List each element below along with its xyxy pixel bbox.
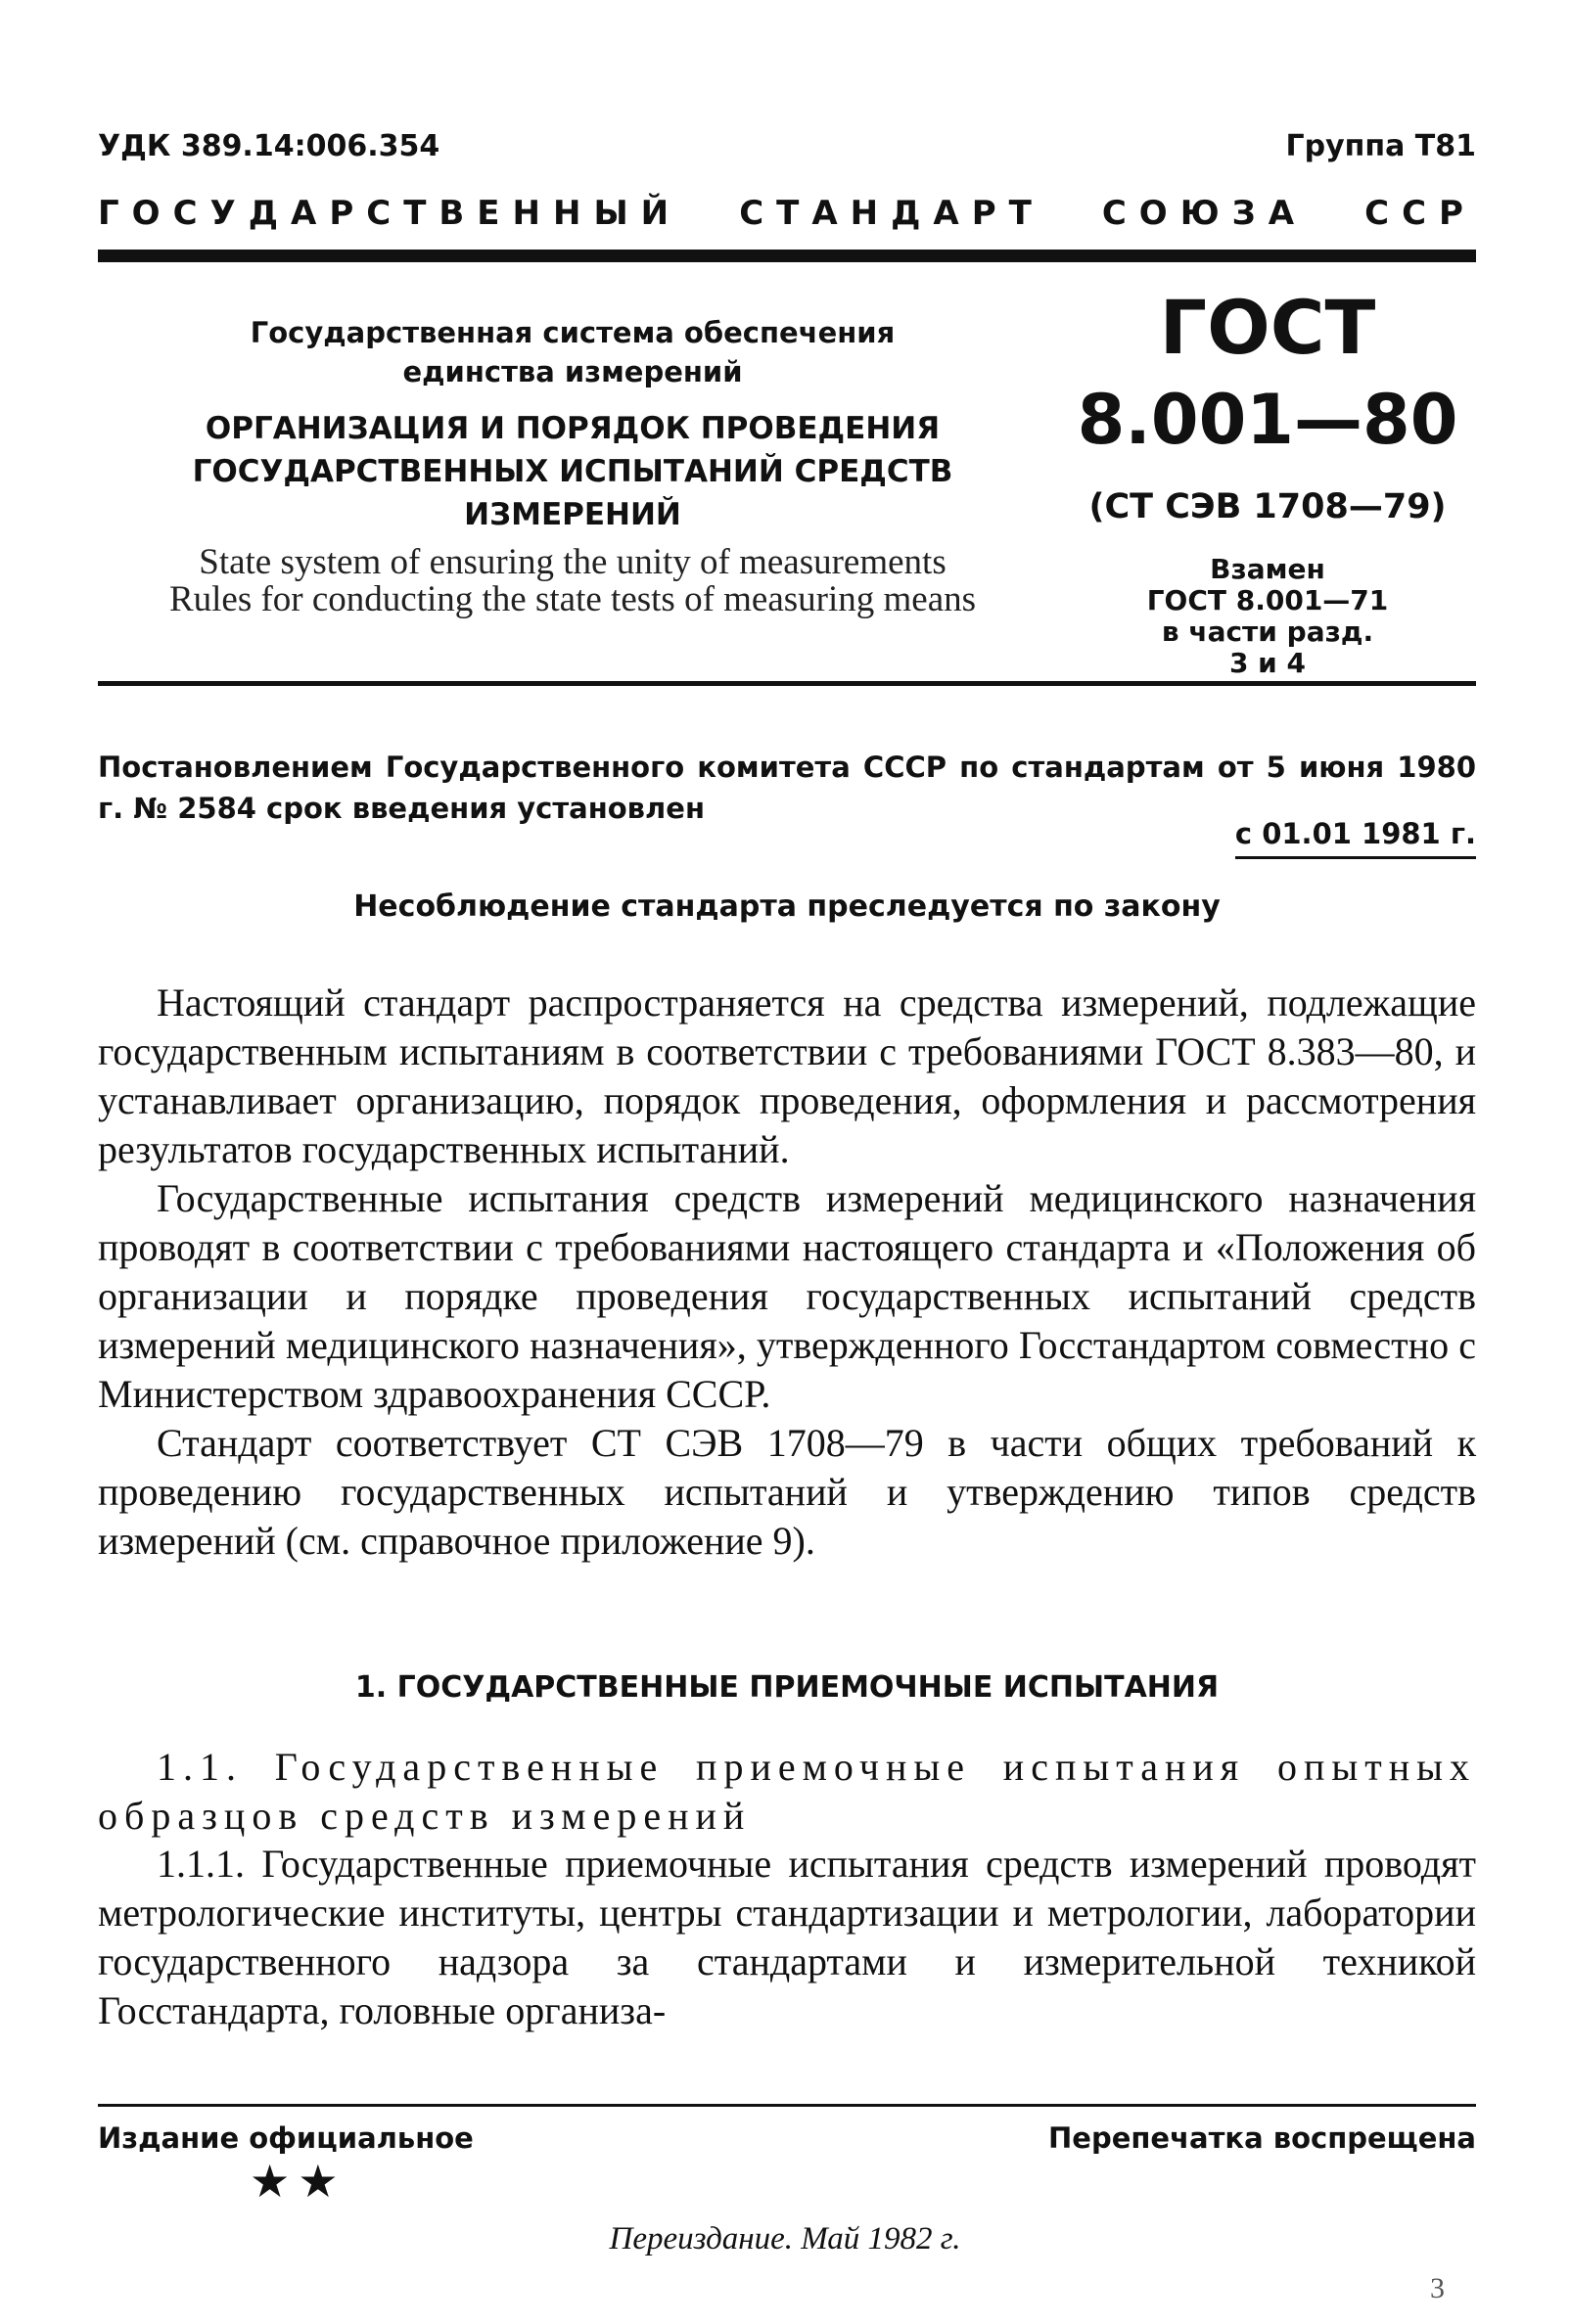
banner-word-4: ССР: [1364, 194, 1476, 233]
decree-text: Постановлением Государственного комитета СССР по стандартам от 5 июня 1980 г. № 2584 срок введения установлен: [98, 751, 1476, 825]
page-number: 3: [1430, 2272, 1445, 2304]
paragraph-medical: Государственные испытания средств измерений медицинского назначения проводят в соответствии с требованиями настоящего стандарта и «Положения об организации и порядке проведения государственных испытаний средств измерений медицинского назначения», утвержденного Госстандартом совместно с Министерством здравоохранения СССР.: [98, 1176, 1476, 1416]
state-standard-banner: [98, 194, 1476, 233]
paragraph-scope: Настоящий стандарт распространяется на средства измерений, подлежащие государственным испытаниям в соответствии с требованиями ГОСТ 8.383—80, и устанавливает организацию, порядок проведения, оформления и рассмотрения результатов государственных испытаний.: [98, 980, 1476, 1171]
system-line-1: Государственная система обеспечения: [250, 316, 896, 349]
english-title: [98, 544, 1047, 618]
clause-block: [98, 1840, 1476, 2035]
replaces-line-2: ГОСТ 8.001—71: [1146, 584, 1389, 616]
title-line-3: ИЗМЕРЕНИЙ: [464, 497, 681, 532]
banner-word-2: СТАНДАРТ: [739, 194, 1044, 233]
replaces-line-4: 3 и 4: [1228, 647, 1307, 679]
title-block: [98, 313, 1047, 618]
intro-paragraphs: [98, 979, 1476, 1566]
reissue-note: Переиздание. Май 1982 г.: [609, 2221, 961, 2256]
st-sev-number: (СТ СЭВ 1708—79): [1088, 487, 1447, 526]
system-name: [98, 313, 1047, 391]
stars-mark: ★★: [250, 2157, 346, 2207]
clause-1-1-1: 1.1.1. Государственные приемочные испытания средств измерений проводят метрологические институты, центры стандартизации и метрологии, лаборатории государственного надзора за стандартами и измерительной техникой Госстандарта, головные организа-: [98, 1842, 1476, 2032]
gost-label: ГОСТ: [1159, 284, 1376, 371]
footer-divider: [98, 2104, 1476, 2107]
header-divider: [98, 250, 1476, 262]
english-line-2: Rules for conducting the state tests of measuring means: [168, 579, 977, 619]
replaces-note: [1067, 554, 1468, 679]
title-divider: [98, 681, 1476, 686]
group-code: Группа Т81: [1285, 129, 1476, 163]
law-notice: Несоблюдение стандарта преследуется по закону: [353, 889, 1221, 924]
banner-word-3: СОЮЗА: [1101, 194, 1308, 233]
gost-block: [1067, 284, 1468, 679]
title-line-2: ГОСУДАРСТВЕННЫХ ИСПЫТАНИЙ СРЕДСТВ: [192, 454, 953, 489]
title-line-1: ОРГАНИЗАЦИЯ И ПОРЯДОК ПРОВЕДЕНИЯ: [205, 411, 941, 446]
reprint-notice: Перепечатка воспрещена: [1048, 2121, 1476, 2155]
document-title: [98, 407, 1047, 536]
gost-number: 8.001—80: [1077, 380, 1458, 460]
replaces-line-3: в части разд.: [1161, 615, 1374, 648]
system-line-2: единства измерений: [402, 355, 743, 388]
subsection-heading: 1.1. Государственные приемочные испытания опытных образцов средств измерений: [98, 1745, 1476, 1838]
edition-label: Издание официальное: [98, 2121, 474, 2155]
banner-word-1: ГОСУДАРСТВЕННЫЙ: [98, 194, 682, 233]
introduction-date: с 01.01 1981 г.: [1235, 817, 1476, 859]
udk-code: УДК 389.14:006.354: [98, 129, 440, 163]
english-line-1: State system of ensuring the unity of measurements: [199, 542, 947, 582]
paragraph-compliance: Стандарт соответствует СТ СЭВ 1708—79 в части общих требований к проведению государственных испытаний и утверждению типов средств измерений (см. справочное приложение 9).: [98, 1421, 1476, 1563]
replaces-line-1: Взамен: [1210, 553, 1325, 585]
section-heading: 1. ГОСУДАРСТВЕННЫЕ ПРИЕМОЧНЫЕ ИСПЫТАНИЯ: [354, 1670, 1220, 1705]
